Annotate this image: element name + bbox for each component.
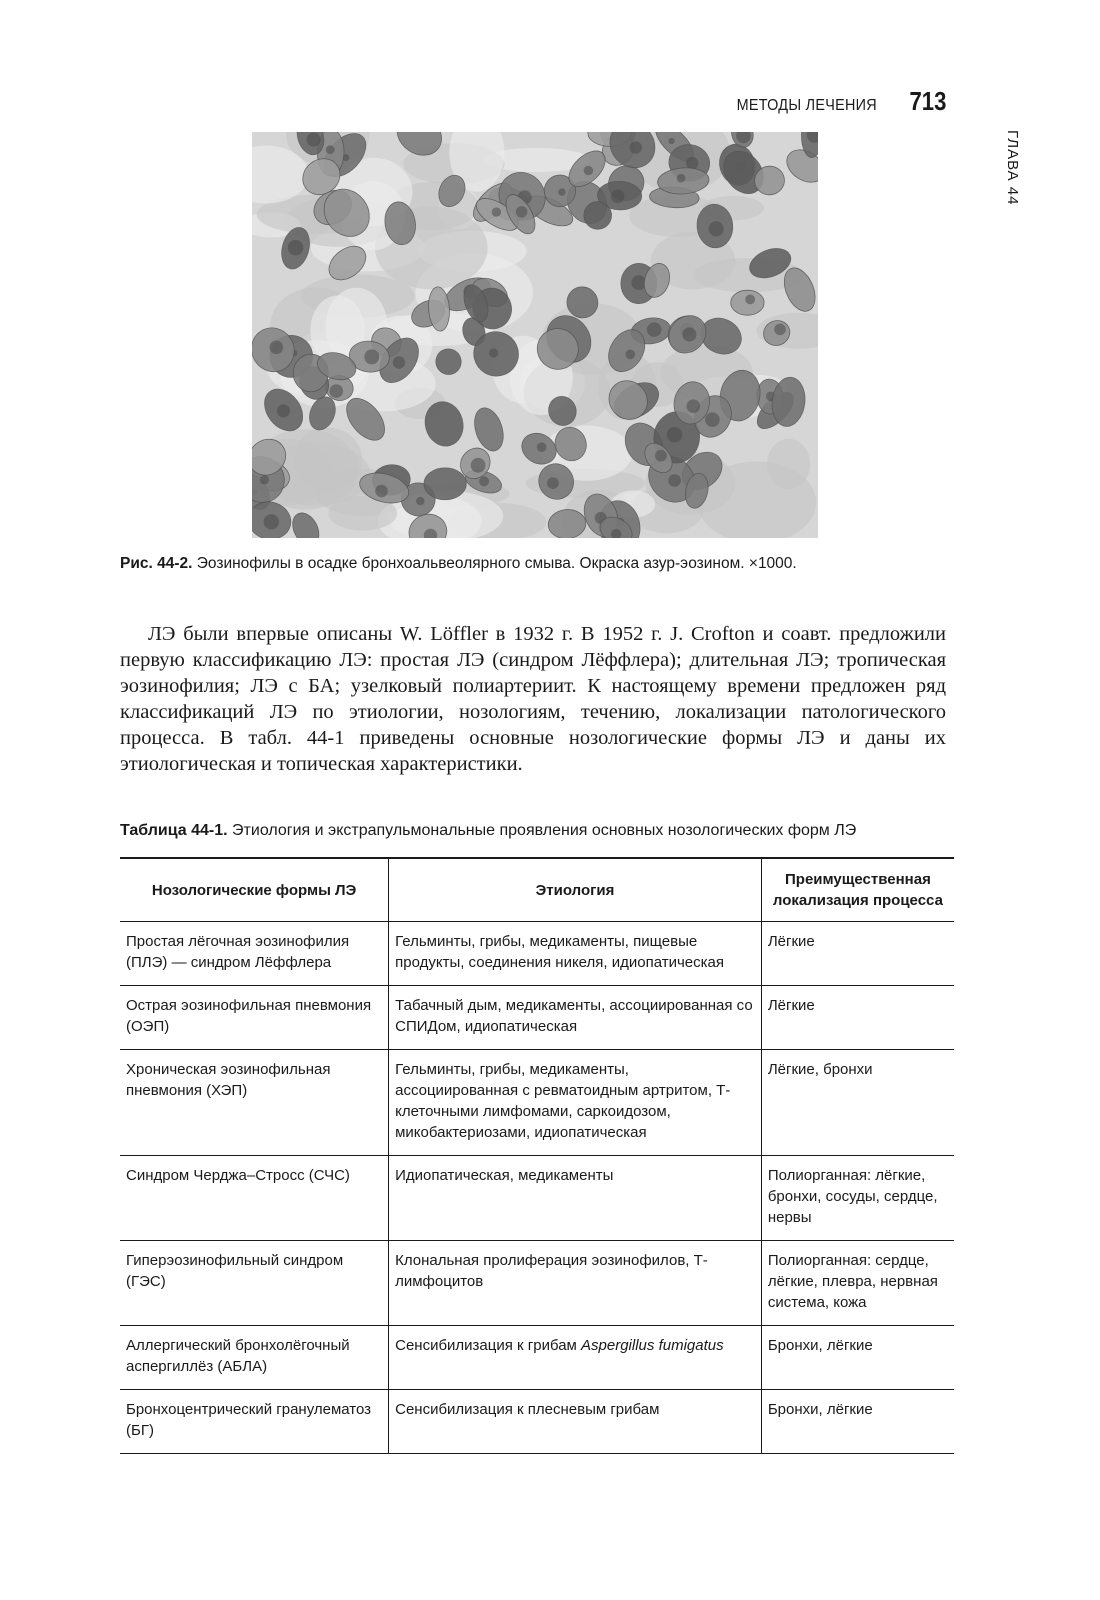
table-row	[120, 1156, 954, 1241]
cell-nucleus	[774, 324, 786, 336]
table-row	[120, 1050, 954, 1156]
cell-etiology: Гельминты, грибы, медикаменты, пищевые продукты, соединения никеля, идиопатическая	[389, 922, 762, 986]
cell-etiology	[389, 1326, 762, 1390]
cell-nucleus	[647, 322, 662, 337]
cell-location: Бронхи, лёгкие	[761, 1390, 954, 1454]
cell-nucleus	[307, 133, 321, 147]
cell-nucleus	[669, 138, 675, 144]
chapter-tab: ГЛАВА 44	[1004, 130, 1021, 206]
cell-form: Гиперэозинофильный синдром (ГЭС)	[126, 1252, 344, 1290]
cell-nucleus	[677, 174, 686, 183]
cell-etiology: Сенсибилизация к плесневым грибам	[389, 1390, 762, 1454]
table-row	[120, 922, 954, 986]
running-header	[120, 86, 946, 117]
cell-nucleus	[668, 474, 681, 487]
micrograph-image	[252, 132, 818, 538]
cell-nucleus	[471, 458, 486, 473]
cell-location: Лёгкие	[761, 986, 954, 1050]
body-paragraph: ЛЭ были впервые описаны W. Löffler в 1932 г. В 1952 г. J. Crofton и соавт. предложили первую классификацию ЛЭ: простая ЛЭ (синдром Лёффлера); длительная ЛЭ; тропическая эозинофилия; ЛЭ с БА; узелковый полиартериит. К настоящему времени предложен ряд классификаций ЛЭ по этиологии, нозологиям, течению, локализации патологического процесса. В табл. 44-1 приведены основные нозологические формы ЛЭ и даны их этиологическая и топическая характеристики.	[120, 623, 946, 775]
etiology-text: Сенсибилизация к грибам	[395, 1337, 582, 1354]
table-caption	[120, 822, 950, 840]
cell-etiology: Гельминты, грибы, медикаменты, ассоциированная с ревматоидным артритом, Т-клеточными лимфомами, саркоидозом, микобактериозами, идиопатическая	[389, 1050, 762, 1156]
cell-etiology: Идиопатическая, медикаменты	[389, 1156, 762, 1241]
table-header-row	[120, 858, 954, 922]
cell-nucleus	[416, 497, 424, 505]
cell-etiology: Клональная пролиферация эозинофилов, Т-лимфоцитов	[389, 1241, 762, 1326]
micrograph-figure	[252, 132, 818, 538]
figure-caption	[120, 555, 950, 573]
cell-nucleus	[288, 240, 304, 256]
cell-nucleus	[667, 427, 682, 442]
cell-nucleus	[547, 477, 559, 489]
cell-location: Лёгкие, бронхи	[761, 1050, 954, 1156]
cell-nucleus	[364, 349, 379, 364]
cell-location: Полиорганная: лёгкие, бронхи, сосуды, сердце, нервы	[761, 1156, 954, 1241]
cell-nucleus	[558, 188, 565, 195]
cell-blob	[424, 468, 466, 500]
cell-form: Синдром Черджа–Стросс (СЧС)	[126, 1167, 350, 1184]
cell-location: Лёгкие	[761, 922, 954, 986]
table-row	[120, 1390, 954, 1454]
cell-form: Простая лёгочная эозинофилия (ПЛЭ) — синдром Лёффлера	[126, 933, 350, 971]
header-etiology: Этиология	[389, 858, 762, 922]
cell-nucleus	[326, 145, 335, 154]
nosology-table	[120, 857, 954, 1454]
cell-form: Острая эозинофильная пневмония (ОЭП)	[126, 997, 372, 1035]
cell-nucleus	[489, 348, 498, 357]
table-row	[120, 1326, 954, 1390]
cell-nucleus	[393, 356, 405, 368]
cell-nucleus	[516, 206, 528, 218]
header-form: Нозологические формы ЛЭ	[151, 881, 357, 899]
species-name: Aspergillus fumigatus	[581, 1337, 724, 1354]
table-row	[120, 986, 954, 1050]
table-caption-text: Этиология и экстрапульмональные проявления основных нозологических форм ЛЭ	[227, 822, 857, 839]
cell-nucleus	[687, 399, 701, 413]
cell-nucleus	[270, 341, 284, 355]
cell-form: Бронхоцентрический гранулематоз (БГ)	[126, 1401, 372, 1439]
cell-nucleus	[611, 190, 625, 204]
cell-nucleus	[682, 327, 696, 341]
cell-form: Аллергический бронхолёгочный аспергиллёз (АБЛА)	[126, 1337, 350, 1375]
cell-nucleus	[655, 450, 667, 462]
figure-caption-text: Эозинофилы в осадке бронхоальвеолярного смыва. Окраска азур-эозином. ×1000.	[192, 555, 797, 572]
section-name: МЕТОДЫ ЛЕЧЕНИЯ	[736, 97, 877, 114]
cell-nucleus	[626, 350, 636, 360]
cell-nucleus	[277, 404, 290, 417]
table-label: Таблица 44-1.	[120, 822, 228, 839]
cell-nucleus	[330, 384, 344, 398]
cell-location: Бронхи, лёгкие	[761, 1326, 954, 1390]
page-number: 713	[909, 86, 946, 116]
cell-nucleus	[709, 221, 724, 236]
cell-nucleus	[630, 141, 642, 153]
cell-nucleus	[745, 295, 755, 305]
cell-form: Хроническая эозинофильная пневмония (ХЭП)	[126, 1061, 331, 1099]
table-row	[120, 1241, 954, 1326]
cell-nucleus	[375, 485, 388, 498]
figure-label: Рис. 44-2.	[120, 555, 193, 572]
header-location: Преимущественная локализация процесса	[761, 858, 954, 922]
cell-nucleus	[537, 442, 547, 452]
cell-nucleus	[260, 475, 269, 484]
cell-nucleus	[264, 514, 279, 529]
cell-nucleus	[479, 476, 489, 486]
cell-nucleus	[584, 166, 593, 175]
cell-etiology: Табачный дым, медикаменты, ассоциированная со СПИДом, идиопатическая	[389, 986, 762, 1050]
cell-nucleus	[492, 207, 501, 216]
cell-location: Полиорганная: сердце, лёгкие, плевра, нервная система, кожа	[761, 1241, 954, 1326]
cell-nucleus	[705, 412, 720, 427]
